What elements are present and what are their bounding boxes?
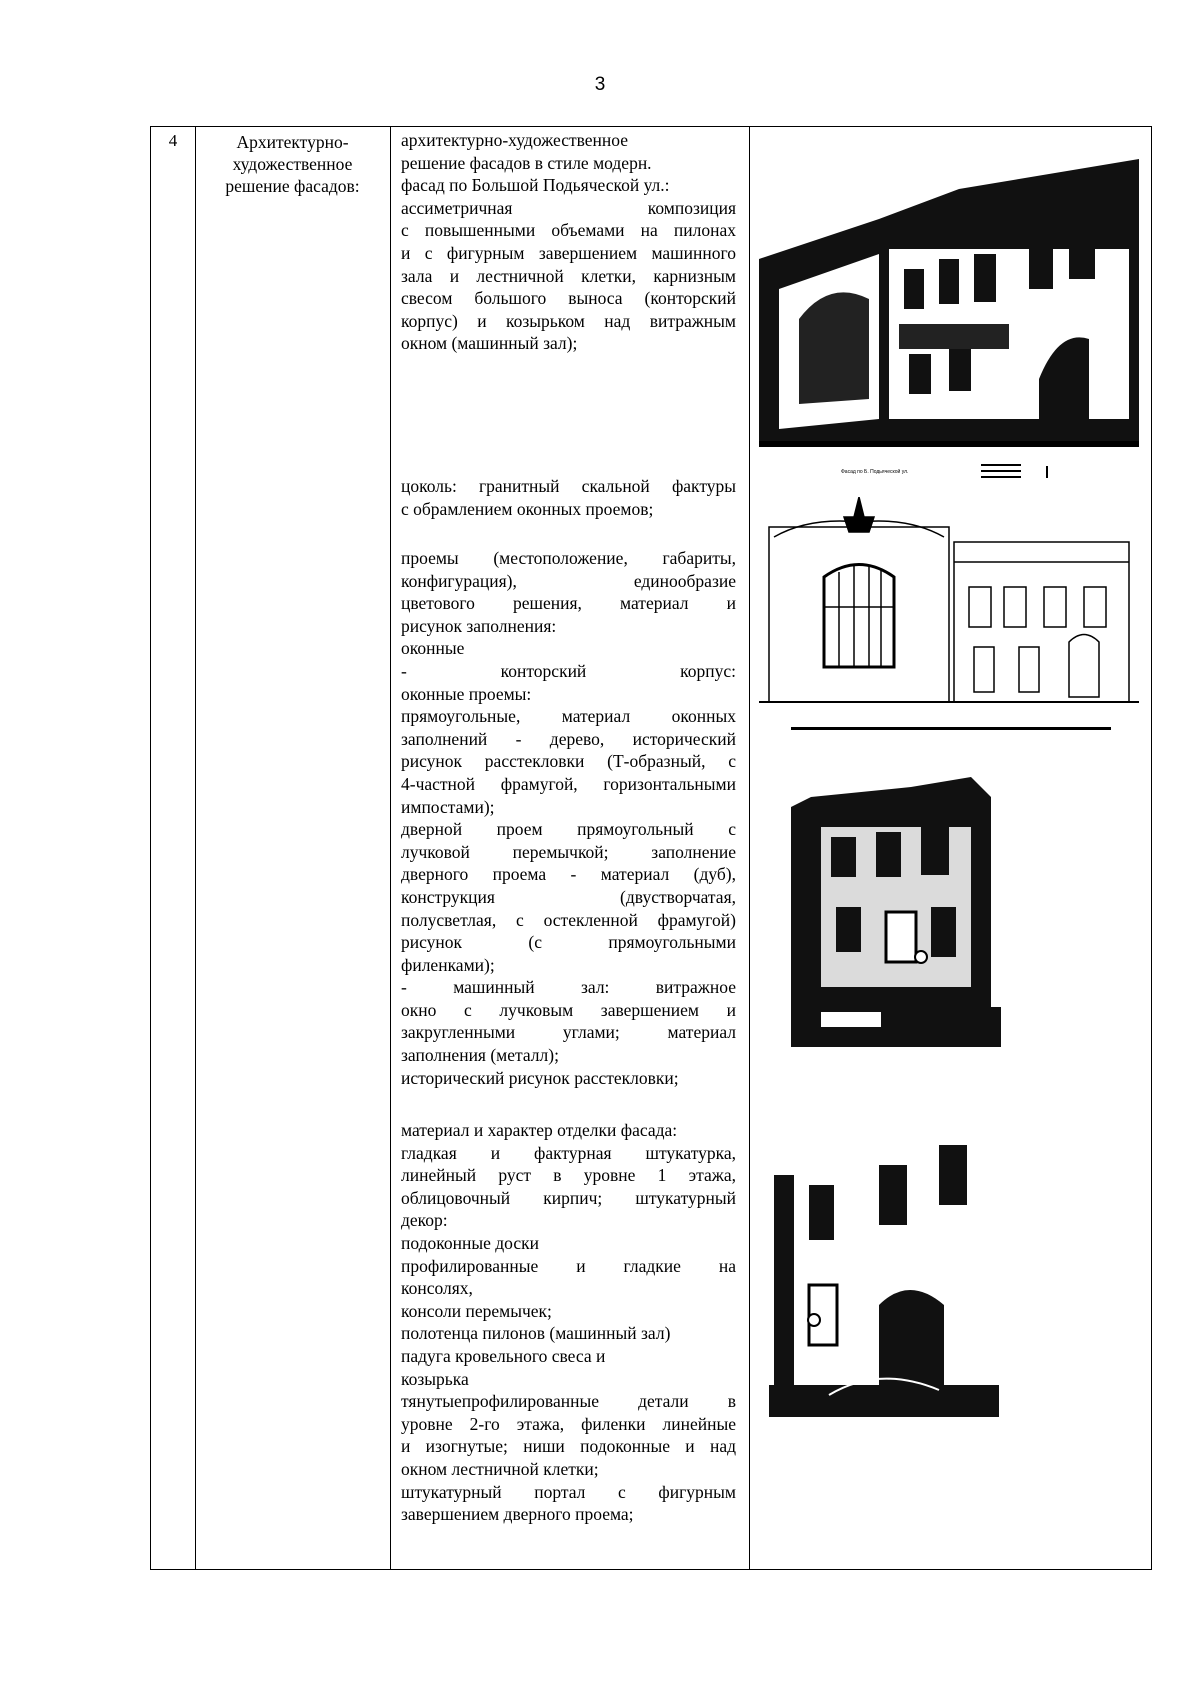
- drawing-caption: Фасад по Б. Подьяческой ул.: [841, 469, 909, 475]
- features-table: [150, 126, 1152, 1570]
- text-line: дверной проем прямоугольный с: [401, 819, 736, 840]
- column-divider: [195, 127, 196, 1569]
- text-line: фасад по Большой Подьяческой ул.:: [401, 175, 670, 196]
- column-divider: [749, 127, 750, 1569]
- text-line: исторический рисунок расстекловки;: [401, 1067, 679, 1088]
- text-line: окном (машинный зал);: [401, 333, 578, 354]
- text-line: решение фасадов в стиле модерн.: [401, 152, 652, 173]
- text-line: лучковой перемычкой; заполнение: [401, 841, 736, 862]
- text-line: консоли перемычек;: [401, 1300, 552, 1321]
- text-line: 4-частной фрамугой, горизонтальными: [401, 773, 736, 794]
- text-line: гладкая и фактурная штукатурка,: [401, 1142, 736, 1163]
- divider-line: [791, 727, 1111, 730]
- text-line: заполнений - дерево, исторический: [401, 728, 736, 749]
- openings-block: [401, 547, 736, 1089]
- text-line: рисунок заполнения:: [401, 615, 557, 636]
- drawing-caption-strip: [841, 460, 1056, 484]
- text-line: подоконные доски: [401, 1232, 539, 1253]
- row-title-line: художественное: [232, 154, 353, 174]
- text-line: штукатурный портал с фигурным: [401, 1481, 736, 1502]
- text-line: облицовочный кирпич; штукатурный: [401, 1187, 736, 1208]
- text-line: рисунок (с прямоугольными: [401, 932, 736, 953]
- text-line: заполнения (металл);: [401, 1045, 559, 1066]
- text-line: декор:: [401, 1210, 448, 1231]
- text-line: корпус) и козырьком над витражным: [401, 310, 736, 331]
- text-line: дверного проема - материал (дуб),: [401, 864, 736, 885]
- facade-description-block: [401, 129, 736, 355]
- text-line: архитектурно-художественное: [401, 130, 628, 150]
- text-line: линейный руст в уровне 1 этажа,: [401, 1165, 736, 1186]
- text-line: оконные проемы:: [401, 683, 532, 704]
- text-line: полотенца пилонов (машинный зал): [401, 1323, 671, 1344]
- text-line: с повышенными объемами на пилонах: [401, 220, 736, 241]
- text-line: падуга кровельного свеса и: [401, 1345, 606, 1366]
- text-line: завершением дверного проема;: [401, 1504, 634, 1525]
- text-line: ассиметричная композиция: [401, 197, 736, 218]
- text-line: свесом большого выноса (конторский: [401, 288, 736, 309]
- column-divider: [390, 127, 391, 1569]
- text-line: консолях,: [401, 1278, 473, 1299]
- row-title-line: решение фасадов:: [225, 176, 360, 196]
- text-line: профилированные и гладкие на: [401, 1255, 736, 1276]
- page-number: 3: [594, 74, 606, 95]
- text-line: зала и лестничной клетки, карнизным: [401, 265, 736, 286]
- plinth-block: [401, 475, 736, 520]
- text-line: уровне 2-го этажа, филенки линейные: [401, 1413, 736, 1434]
- text-line: козырька: [401, 1368, 469, 1389]
- text-line: проемы (местоположение, габариты,: [401, 548, 736, 568]
- text-line: импостами);: [401, 796, 495, 817]
- facade-photo-entrance: [769, 1105, 999, 1417]
- text-line: и изогнутые; ниши подоконные и над: [401, 1436, 736, 1457]
- text-line: полусветлая, с остекленной фрамугой): [401, 909, 736, 930]
- facade-drawing: [759, 497, 1139, 707]
- text-line: с обрамлением оконных проемов;: [401, 498, 654, 519]
- facade-photo-perspective: [759, 159, 1139, 447]
- row-number: 4: [168, 131, 178, 150]
- text-line: цветового решения, материал и: [401, 593, 736, 614]
- text-line: рисунок расстекловки (Т-образный, с: [401, 751, 736, 772]
- text-line: - конторский корпус:: [401, 660, 736, 681]
- text-line: конфигурация), единообразие: [401, 570, 736, 591]
- text-line: цоколь: гранитный скальной фактуры: [401, 476, 736, 496]
- text-line: материал и характер отделки фасада:: [401, 1120, 678, 1140]
- text-line: окном лестничной клетки;: [401, 1458, 599, 1479]
- text-line: оконные: [401, 638, 465, 659]
- text-line: - машинный зал: витражное: [401, 977, 736, 998]
- text-line: закругленными углами; материал: [401, 1022, 736, 1043]
- text-line: окно с лучковым завершением и: [401, 999, 736, 1020]
- text-line: филенками);: [401, 954, 495, 975]
- text-line: и с фигурным завершением машинного: [401, 242, 736, 263]
- text-line: прямоугольные, материал оконных: [401, 706, 736, 727]
- row-title-line: Архитектурно-: [236, 132, 349, 152]
- row-title: [195, 131, 390, 197]
- text-line: конструкция (двустворчатая,: [401, 886, 736, 907]
- text-line: тянутыепрофилированные детали в: [401, 1391, 736, 1412]
- facade-photo-corner: [791, 767, 1001, 1047]
- finish-block: [401, 1119, 736, 1526]
